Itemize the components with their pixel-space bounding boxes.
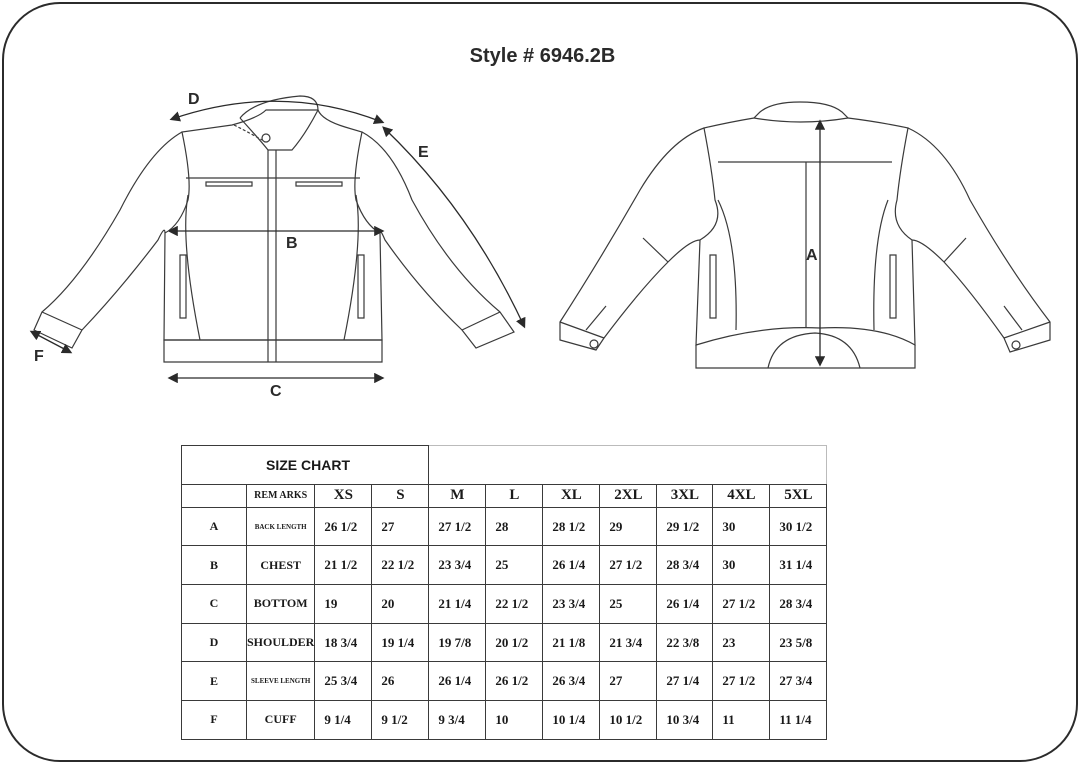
header-blank: [182, 484, 247, 507]
size-header: 5XL: [770, 484, 827, 507]
size-value-cell: 27 1/2: [600, 546, 657, 585]
size-header: L: [486, 484, 543, 507]
size-value-cell: 31 1/4: [770, 546, 827, 585]
size-value-cell: 21 1/2: [315, 546, 372, 585]
size-value-cell: 20 1/2: [486, 623, 543, 662]
style-title: Style # 6946.2B: [469, 45, 616, 67]
size-value-cell: 30: [713, 546, 770, 585]
size-value-cell: 21 3/4: [600, 623, 657, 662]
size-value-cell: 26 3/4: [543, 662, 600, 701]
size-value-cell: 11: [713, 701, 770, 740]
size-value-cell: 27: [600, 662, 657, 701]
size-value-cell: 23: [713, 623, 770, 662]
size-chart-title-row: [182, 446, 827, 485]
size-value-cell: 26 1/2: [315, 507, 372, 546]
size-value-cell: 27 1/2: [713, 662, 770, 701]
row-remark: BOTTOM: [247, 585, 315, 624]
size-header: S: [372, 484, 429, 507]
size-value-cell: 11 1/4: [770, 701, 827, 740]
size-value-cell: 19: [315, 585, 372, 624]
size-value-cell: 22 1/2: [372, 546, 429, 585]
size-value-cell: 30: [713, 507, 770, 546]
row-key: A: [182, 507, 247, 546]
size-value-cell: 22 1/2: [486, 585, 543, 624]
size-value-cell: 10 1/2: [600, 701, 657, 740]
size-value-cell: 22 3/8: [657, 623, 713, 662]
table-row: [182, 546, 827, 585]
table-row: [182, 585, 827, 624]
size-value-cell: 23 5/8: [770, 623, 827, 662]
row-key: B: [182, 546, 247, 585]
size-header: 3XL: [657, 484, 713, 507]
size-value-cell: 21 1/8: [543, 623, 600, 662]
size-value-cell: 28 1/2: [543, 507, 600, 546]
row-key: F: [182, 701, 247, 740]
label-f: F: [34, 348, 44, 365]
size-value-cell: 30 1/2: [770, 507, 827, 546]
label-e: E: [418, 144, 429, 161]
label-d: D: [188, 91, 200, 108]
size-value-cell: 26 1/2: [486, 662, 543, 701]
row-remark: CHEST: [247, 546, 315, 585]
row-remark: SHOULDER: [247, 623, 315, 662]
size-value-cell: 23 3/4: [543, 585, 600, 624]
row-key: D: [182, 623, 247, 662]
size-value-cell: 18 3/4: [315, 623, 372, 662]
size-value-cell: 27 3/4: [770, 662, 827, 701]
size-header: XL: [543, 484, 600, 507]
size-value-cell: 28: [486, 507, 543, 546]
size-value-cell: 28 3/4: [657, 546, 713, 585]
size-value-cell: 29 1/2: [657, 507, 713, 546]
table-row: [182, 623, 827, 662]
size-value-cell: 28 3/4: [770, 585, 827, 624]
table-row: [182, 507, 827, 546]
size-value-cell: 9 1/2: [372, 701, 429, 740]
size-value-cell: 10 3/4: [657, 701, 713, 740]
size-header: 2XL: [600, 484, 657, 507]
row-remark: CUFF: [247, 701, 315, 740]
size-value-cell: 23 3/4: [429, 546, 486, 585]
label-a: A: [806, 247, 818, 264]
size-value-cell: 19 7/8: [429, 623, 486, 662]
size-value-cell: 26 1/4: [543, 546, 600, 585]
size-value-cell: 26: [372, 662, 429, 701]
size-chart-body: [182, 507, 827, 739]
size-value-cell: 9 3/4: [429, 701, 486, 740]
size-header: 4XL: [713, 484, 770, 507]
front-measurements: [32, 101, 524, 378]
label-c: C: [270, 383, 282, 400]
size-value-cell: 10 1/4: [543, 701, 600, 740]
row-key: E: [182, 662, 247, 701]
size-value-cell: 25: [486, 546, 543, 585]
size-value-cell: 19 1/4: [372, 623, 429, 662]
size-value-cell: 26 1/4: [429, 662, 486, 701]
size-value-cell: 9 1/4: [315, 701, 372, 740]
table-row: [182, 662, 827, 701]
remarks-header: REM ARKS: [247, 484, 315, 507]
size-value-cell: 27 1/4: [657, 662, 713, 701]
size-value-cell: 20: [372, 585, 429, 624]
size-value-cell: 25 3/4: [315, 662, 372, 701]
size-header-row: [182, 484, 827, 507]
size-value-cell: 27 1/2: [713, 585, 770, 624]
size-chart-title: SIZE CHART: [182, 446, 429, 485]
label-b: B: [286, 235, 298, 252]
size-value-cell: 25: [600, 585, 657, 624]
size-header: XS: [315, 484, 372, 507]
jacket-front-view: [34, 96, 514, 362]
size-header: M: [429, 484, 486, 507]
row-key: C: [182, 585, 247, 624]
jacket-back-view: [560, 102, 1050, 368]
size-value-cell: 27: [372, 507, 429, 546]
size-chart-table: [181, 445, 827, 740]
table-row: [182, 701, 827, 740]
title-blank-cell: [429, 446, 827, 485]
row-remark: BACK LENGTH: [247, 507, 315, 546]
size-value-cell: 21 1/4: [429, 585, 486, 624]
size-value-cell: 29: [600, 507, 657, 546]
size-value-cell: 27 1/2: [429, 507, 486, 546]
size-value-cell: 26 1/4: [657, 585, 713, 624]
row-remark: SLEEVE LENGTH: [247, 662, 315, 701]
size-value-cell: 10: [486, 701, 543, 740]
